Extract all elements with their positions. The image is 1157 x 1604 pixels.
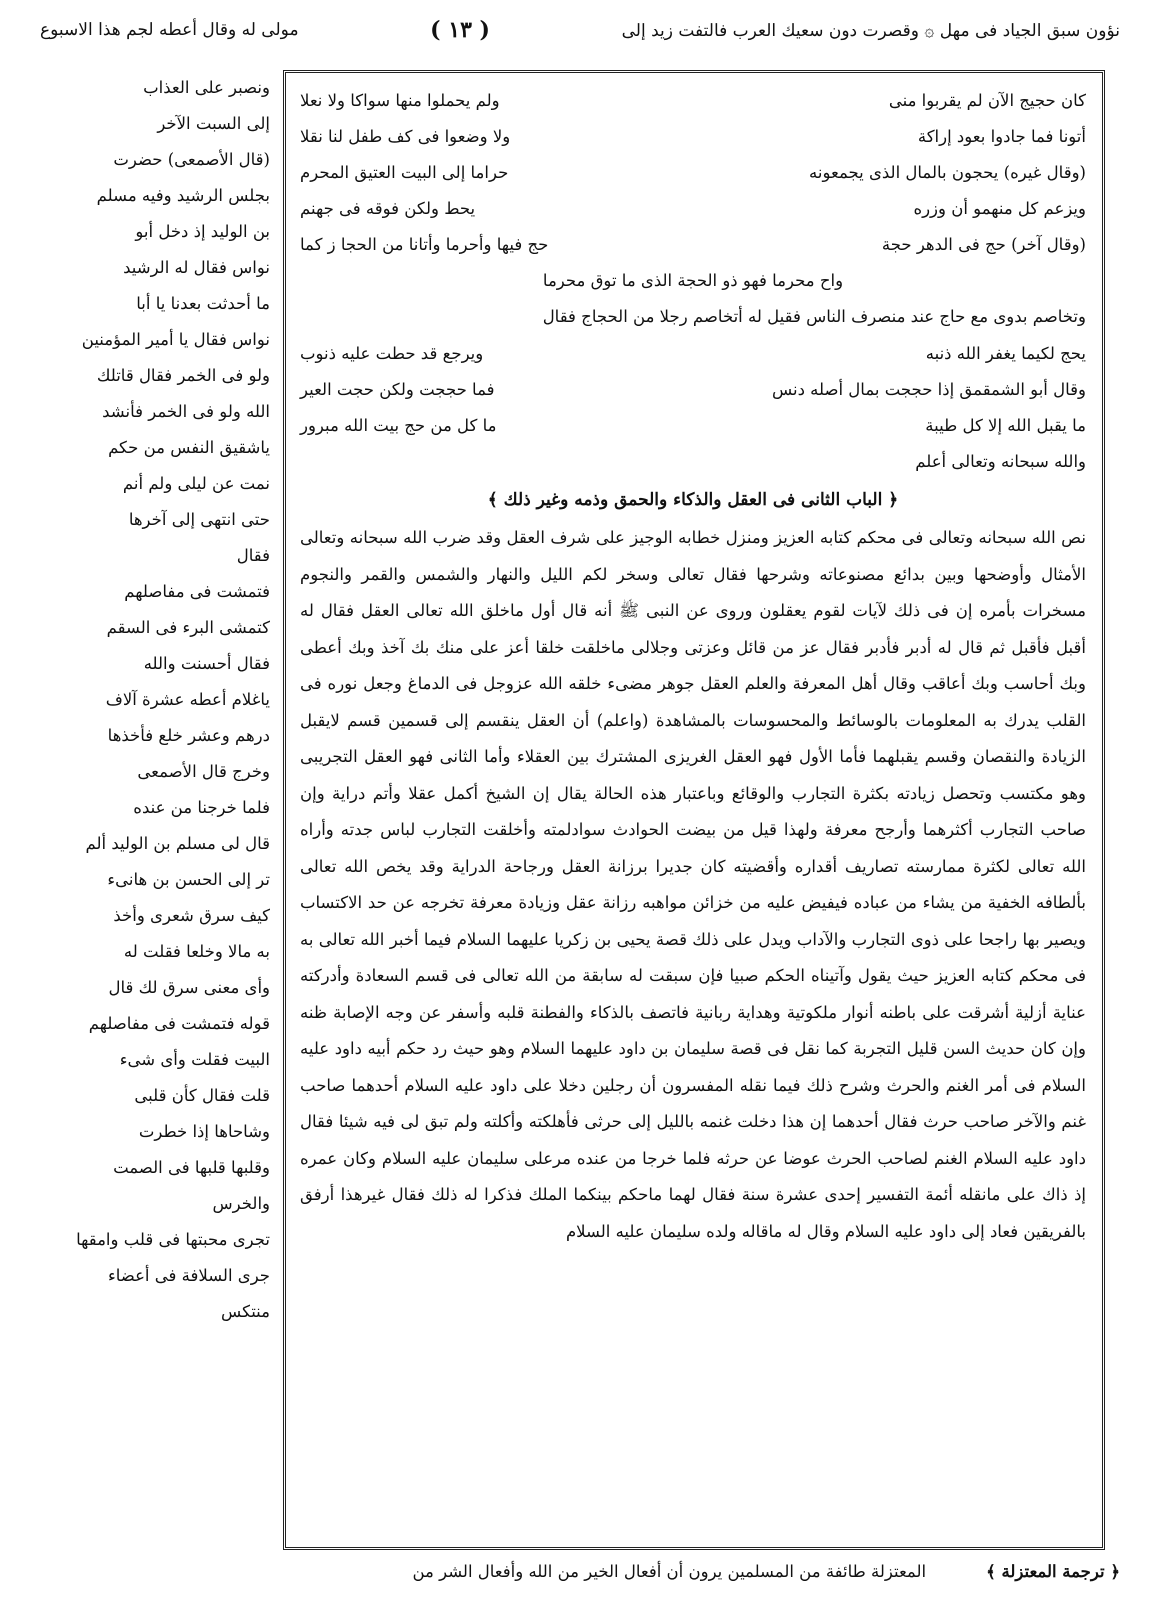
prose-paragraph-1: وتخاصم بدوى مع حاج عند منصرف الناس فقيل له أتخاصم رجلا من الحجاج فقال [542,307,1086,326]
body-text: نص الله سبحانه وتعالى فی محكم كتابه العزيز ومنزل خطابه الوجيز على شرف العقل وقد ضرب الله سبحانه وتعالى الأمثال وأوضحها وبين بدائع مصنوعاته وشرحها فقال تعالى وسخر لكم الليل والنهار والشمس والقمر والنجوم مسخرات بأمره إن فی ذلك لآيات لقوم يعقلون وروى عن النبی ﷺ أنه قال أول ماخلق الله تعالى العقل فقال له أقبل فأقبل ثم قال له أدبر فأدبر فقال عز من قائل وعزتى وجلالى ماخلقت خلقا أعز على منك بك آخذ وبك أعطى وبك أحاسب وبك أعاقب وقال أهل المعرفة والعلم العقل جوهر مضىء خلقه الله عزوجل فی الدماغ وجعل نوره فی القلب يدرك به المعلومات بالوسائط والمحسوسات بالمشاهدة (واعلم) أن العقل ينقسم إلى قسمين قسم لايقبل الزيادة والنقصان وقسم يقبلهما فأما الأول فهو العقل الغريزى المشترك بين العقلاء وأما الثانى فهو العقل التجريبى وهو مكتسب وتحصل زيادته بكثرة التجارب والوقائع وباعتبار هذه الحالة يقال إن الشيخ أكمل عقلا وأتم دراية وإن صاحب التجارب أكثرهما وأرجح معرفة ولهذا قيل من بيضت الحوادث سوادلمته وأخلقت التجارب لباس جدته وأراه الله تعالى لكثرة ممارسته تصاريف أقداره وأقضيته كان جديرا برزانة العقل ورجاحة الدراية وقد يخص الله تعالى بألطافه الخفية من يشاء من عباده فيفيض عليه من خزائن مواهبه رزانة عقل وزيادة معرفة تخرجه عن حد الاكتساب ويصير بها راجحا على ذوى التجارب والآداب ويدل على ذلك قصة يحيى بن زكريا عليهما السلام فيما أخبر الله تعالى به فی محكم كتابه العزيز حيث يقول وآتيناه الحكم صبيا فإن سبقت له سابقة من الله تعالى فی قسم السعادة وأدركته عناية أزلية أشرقت على باطنه أنوار ملكوتية وهداية ربانية فاتصف بالذكاء والفطنة قلبه وأسفر عن وجه الإصابة ظنه وإن كان حديث السن قليل التجربة كما نقل فی قصة سليمان بن داود عليهما السلام وهو حيث رد حكم أبيه داود عليه السلام فی أمر الغنم والحرث وشرح ذلك فيما نقله المفسرون أن رجلين دخلا على داود عليه السلام أحدهما صاحب غنم والآخر صاحب حرث فقال أحدهما إن هذا دخلت غنمه بالليل إلى حرثى فأهلكته وأكلته ولم تبق لى فيه شيئا فقال داود عليه السلام الغنم لصاحب الحرث عوضا عن حرثه فلما خرجا من عنده مرعلى سليمان عليه السلام وكان عمره إذ ذاك على مانقله أئمة التفسير إحدى عشرة سنة فقال لهما ماحكم بينكما الملك فذكرا له ذلك فقال غيرهذا أرفق بالفريقين فعاد إلى داود عليه السلام وقال له ماقاله ولده سليمان عليه السلام [300,528,1086,1241]
margin-line: الله ولو فی الخمر فأنشد [102,402,270,421]
verse-line [300,155,1086,191]
margin-line: البيت فقلت وأى شیء [119,1050,270,1069]
verses-block-2 [300,336,1086,444]
page-header [40,10,1120,50]
margin-line: وشاحاها إذا خطرت [138,1122,270,1141]
footer-section-title: ﴿ ترجمة المعتزلة ﴾ [986,1561,1120,1581]
verse-line [300,408,1086,444]
verse-line [300,83,1086,119]
verse-hemistich-first: يحج لكيما يغفر الله ذنبه [925,343,1086,363]
margin-line: درهم وعشر خلع فأخذها [107,726,270,745]
verse-line [300,227,1086,263]
verse-hemistich-first: (وقال غيره) يحجون بالمال الذى يجمعونه [809,163,1086,182]
verse-hemistich-second: ما كل من حج بيت الله مبرور [300,415,497,435]
margin-line: وخرج قال الأصمعى [137,762,270,781]
margin-line: كيف سرق شعرى وأخذ [113,906,270,925]
margin-line: فلما خرجنا من عنده [133,798,270,817]
verse-hemistich-first: كان حجيج الآن لم يقربوا منى [888,91,1086,110]
verse-hemistich-second: فما حججت ولكن حجت العير [300,379,495,399]
verse-hemistich-first: ويزعم كل منهمو أن وزره [913,199,1086,218]
verses-block-1 [300,83,1086,263]
margin-line: ما أحدثت بعدنا يا أبا [136,294,270,313]
header-left-text: مولى له وقال أعطه لجم هذا الاسبوع [40,20,299,40]
verse-line [300,119,1086,155]
page-number: ( ١٣ ) [430,17,490,43]
margin-line: منتكس [221,1302,270,1321]
footer-text: المعتزلة طائفة من المسلمين يرون أن أفعال الخير من الله وأفعال الشر من [412,1561,927,1581]
margin-line: نواس فقال له الرشيد [123,258,270,277]
margin-line: فقال أحسنت والله [143,654,270,673]
margin-line: قال لی مسلم بن الوليد ألم [85,834,270,853]
verse-hemistich-second: ولم يحملوا منها سواكا ولا نعلا [300,91,500,110]
margin-line: حتى انتهى إلى آخرها [128,510,270,529]
margin-line: قلت فقال كأن قلبى [134,1086,270,1105]
verse-hemistich-second: يحط ولكن فوقه فی جهنم [300,199,476,218]
margin-line: وأى معنى سرق لك قال [108,978,270,997]
verse-centered: واح محرما فهو ذو الحجة الذى ما توق محرما [542,271,844,290]
verse-hemistich-first: (وقال آخر) حج فی الدهر حجة [881,235,1086,254]
verse-hemistich-first: أتونا فما جادوا بعود إراكة [917,127,1086,146]
verse-hemistich-second: ولا وضعوا فی كف طفل لنا نقلا [300,127,511,146]
margin-line: ولو فی الخمر فقال قاتلك [96,366,270,385]
verse-line [300,191,1086,227]
verse-hemistich-second: حراما إلى البيت العتيق المحرم [300,163,509,182]
chapter-title: ﴿ الباب الثانى فی العقل والذكاء والحمق وذمه وغير ذلك ﴾ [487,490,899,510]
margin-line: تر إلى الحسن بن هانىء [107,870,270,889]
verse-line [300,336,1086,372]
margin-line: ياغلام أعطه عشرة آلاف [105,690,270,709]
margin-line: قوله فتمشت فی مفاصلهم [88,1014,270,1033]
margin-line: (قال الأصمعى) حضرت [113,150,270,169]
margin-line: فقال [236,546,270,565]
margin-line: جرى السلافة فی أعضاء [107,1266,270,1285]
margin-line: إلى السبت الآخر [157,114,270,133]
margin-line: فتمشت فی مفاصلهم [124,582,270,601]
margin-line: بجلس الرشيد وفيه مسلم [96,186,270,205]
margin-line: نمت عن ليلى ولم أنم [122,474,270,493]
header-right-text: نؤون سبق الجياد فی مهل ۞ وقصرت دون سعيك العرب فالتفت زيد إلى [621,20,1120,41]
margin-line: وقلبها قلبها فی الصمت [113,1158,270,1177]
margin-line: بن الوليد إذ دخل أبو [135,222,270,241]
margin-line: نواس فقال يا أمير المؤمنين [81,330,270,349]
margin-line: ونصبر على العذاب [143,78,270,97]
verse-line [300,372,1086,408]
prose-paragraph-2: والله سبحانه وتعالى أعلم [915,451,1086,471]
verse-hemistich-second: ويرجع قد حطت عليه ذنوب [300,343,484,363]
verse-hemistich-first: وقال أبو الشمقمق إذا حججت بمال أصله دنس [771,379,1086,399]
margin-line: تجرى محبتها فی قلب وامقها [76,1230,270,1249]
margin-line: كتمشى البرء فی السقم [106,618,270,637]
main-text-frame [283,70,1105,1550]
verse-hemistich-first: ما يقبل الله إلا كل طيبة [925,415,1086,435]
verse-hemistich-second: حج فيها وأحرما وأتانا من الحجا ز كما [300,235,549,254]
margin-line: والخرس [212,1194,270,1213]
margin-line: به مالا وخلعا فقلت له [123,942,270,961]
margin-commentary [44,70,270,1560]
page-footer [40,1553,1120,1589]
margin-line: ياشقيق النفس من حكم [108,438,270,457]
